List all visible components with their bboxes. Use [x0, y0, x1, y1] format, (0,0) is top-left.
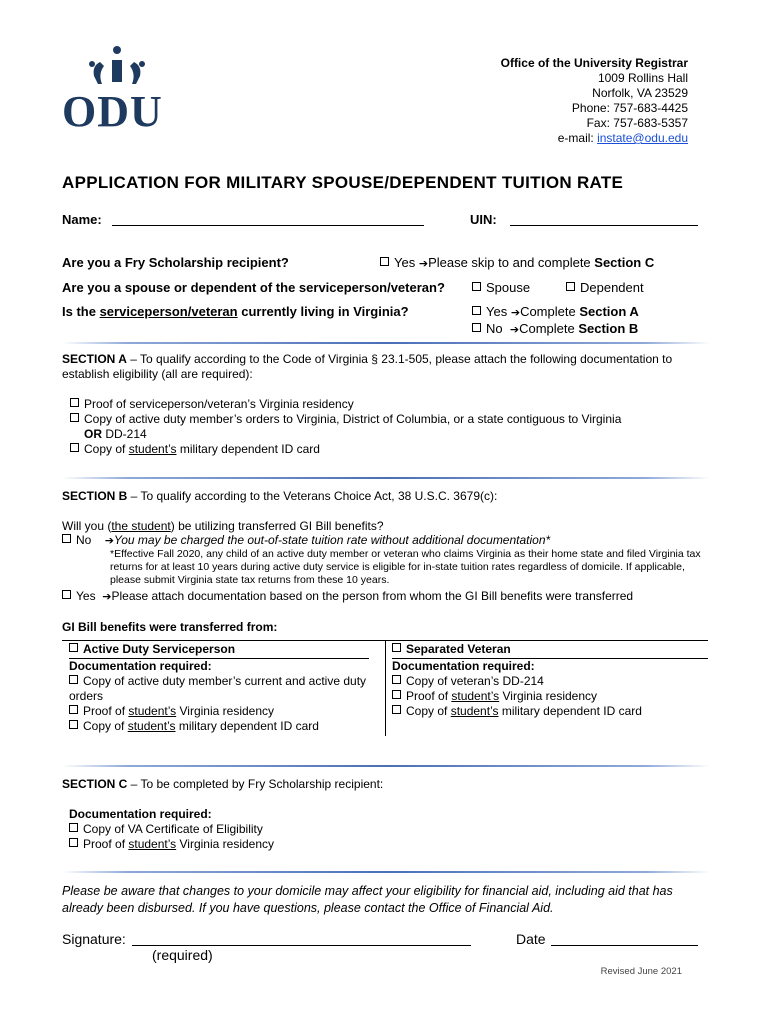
- office-title: Office of the University Registrar: [500, 56, 688, 70]
- checkbox[interactable]: [69, 823, 78, 832]
- living-no-option[interactable]: No ➔Complete Section B: [472, 321, 638, 336]
- signature-label: Signature:: [62, 931, 126, 947]
- active-duty-column: [69, 642, 369, 734]
- gi-bill-question: Will you (the student) be utilizing transferred GI Bill benefits?: [62, 519, 384, 533]
- office-fax: Fax: 757-683-5357: [586, 116, 688, 130]
- checkbox[interactable]: [392, 690, 401, 699]
- section-c-doc-heading: Documentation required:: [69, 807, 212, 821]
- office-email-line: e-mail: instate@odu.edu: [557, 131, 688, 145]
- registrar-office-info: [501, 56, 688, 146]
- separated-veteran-option[interactable]: Separated Veteran: [392, 642, 708, 657]
- active-duty-option[interactable]: Active Duty Serviceperson: [69, 642, 369, 657]
- divider: [62, 477, 710, 479]
- active-duty-doc-heading: Documentation required:: [69, 658, 369, 674]
- section-c-item[interactable]: Copy of VA Certificate of Eligibility: [69, 822, 274, 837]
- arrow-icon: ➔: [509, 323, 520, 336]
- section-c-list: [69, 807, 274, 852]
- name-label: Name:: [62, 212, 102, 227]
- divider: [62, 871, 710, 873]
- separated-veteran-column: [392, 642, 708, 719]
- gi-yes-checkbox[interactable]: [62, 590, 71, 599]
- checkbox[interactable]: [70, 413, 79, 422]
- checkbox[interactable]: [69, 838, 78, 847]
- spouse-question: Are you a spouse or dependent of the serviceperson/veteran?: [62, 280, 445, 295]
- fry-yes-checkbox[interactable]: [380, 257, 389, 266]
- active-duty-item[interactable]: Copy of active duty member’s current and active duty orders: [69, 674, 367, 703]
- section-c-item[interactable]: Proof of student’s Virginia residency: [69, 837, 274, 852]
- financial-aid-notice: Please be aware that changes to your domicile may affect your eligibility for financial aid, including aid that has already been disbursed. If you have questions, please contact the Office of Financial Aid.: [62, 884, 673, 915]
- living-no-checkbox[interactable]: [472, 323, 481, 332]
- checkbox[interactable]: [70, 443, 79, 452]
- separated-veteran-item[interactable]: Proof of student’s Virginia residency: [392, 689, 708, 704]
- date-label: Date: [516, 931, 546, 947]
- spouse-checkbox[interactable]: [472, 282, 481, 291]
- odu-logo-text: ODU: [62, 87, 163, 136]
- dependent-checkbox[interactable]: [566, 282, 575, 291]
- divider: [62, 342, 710, 344]
- email-link[interactable]: instate@odu.edu: [597, 131, 688, 145]
- dependent-option[interactable]: Dependent: [566, 280, 644, 295]
- separated-veteran-item[interactable]: Copy of student’s military dependent ID card: [392, 704, 708, 719]
- separated-veteran-item[interactable]: Copy of veteran’s DD-214: [392, 674, 708, 689]
- signature-required-note: (required): [152, 947, 213, 963]
- active-duty-checkbox[interactable]: [69, 643, 78, 652]
- section-a-item-alt: OR DD-214: [84, 427, 147, 441]
- arrow-icon: ➔: [104, 534, 114, 547]
- active-duty-item[interactable]: Proof of student’s Virginia residency: [69, 704, 369, 719]
- active-duty-item[interactable]: Copy of student’s military dependent ID card: [69, 719, 369, 734]
- living-yes-option[interactable]: Yes ➔Complete Section A: [472, 304, 639, 319]
- date-field[interactable]: [551, 930, 698, 946]
- office-address-line2: Norfolk, VA 23529: [592, 86, 688, 100]
- arrow-icon: ➔: [510, 306, 521, 319]
- fry-yes-option[interactable]: Yes ➔Please skip to and complete Section C: [380, 255, 654, 270]
- section-a-list: [70, 397, 710, 457]
- section-a-item[interactable]: Copy of active duty member’s orders to Virginia, District of Columbia, or a state contiguous to Virginia: [70, 412, 710, 427]
- spouse-option[interactable]: Spouse: [472, 280, 530, 295]
- section-b-intro: SECTION B – To qualify according to the Veterans Choice Act, 38 U.S.C. 3679(c):: [62, 489, 498, 503]
- section-a-item[interactable]: Proof of serviceperson/veteran’s Virginia residency: [70, 397, 710, 412]
- arrow-icon: ➔: [418, 257, 429, 270]
- living-yes-checkbox[interactable]: [472, 306, 481, 315]
- checkbox[interactable]: [392, 705, 401, 714]
- checkbox[interactable]: [69, 705, 78, 714]
- arrow-icon: ➔: [102, 590, 112, 603]
- uin-label: UIN:: [470, 212, 497, 227]
- section-a-intro: SECTION A – To qualify according to the Code of Virginia § 23.1-505, please attach the following documentation to establish eligibility (all are required):: [62, 352, 673, 381]
- divider: [62, 765, 710, 767]
- checkbox[interactable]: [69, 720, 78, 729]
- transferred-heading: GI Bill benefits were transferred from:: [62, 620, 278, 634]
- separated-veteran-checkbox[interactable]: [392, 643, 401, 652]
- gi-bill-no-option[interactable]: No ➔You may be charged the out-of-state tuition rate without additional documentation*: [62, 533, 550, 548]
- uin-field[interactable]: [510, 211, 698, 226]
- checkbox[interactable]: [69, 675, 78, 684]
- name-field[interactable]: [112, 211, 424, 226]
- section-a-item[interactable]: Copy of student’s military dependent ID card: [70, 442, 710, 457]
- office-address-line1: 1009 Rollins Hall: [597, 71, 688, 85]
- gi-no-checkbox[interactable]: [62, 534, 71, 543]
- revised-date: Revised June 2021: [600, 966, 682, 977]
- section-c-intro: SECTION C – To be completed by Fry Scholarship recipient:: [62, 777, 384, 791]
- form-title: APPLICATION FOR MILITARY SPOUSE/DEPENDENT TUITION RATE: [62, 173, 624, 192]
- living-question: Is the serviceperson/veteran currently living in Virginia?: [62, 304, 409, 319]
- office-phone: Phone: 757-683-4425: [571, 101, 688, 115]
- table-column-divider: [385, 640, 386, 736]
- signature-field[interactable]: [132, 930, 471, 946]
- effective-footnote: *Effective Fall 2020, any child of an active duty member or veteran who claims Virginia as their home state and filed Virginia tax returns for at least 10 years during active duty service is eligible for in-state tuition rates regardless of domicile. If applicable, please submit Virginia state tax returns from these 10 years.: [110, 548, 701, 586]
- fry-question: Are you a Fry Scholarship recipient?: [62, 255, 289, 270]
- checkbox[interactable]: [70, 398, 79, 407]
- gi-bill-yes-option[interactable]: Yes ➔Please attach documentation based on the person from whom the GI Bill benefits were transferred: [62, 589, 633, 604]
- separated-veteran-doc-heading: Documentation required:: [392, 658, 708, 674]
- checkbox[interactable]: [392, 675, 401, 684]
